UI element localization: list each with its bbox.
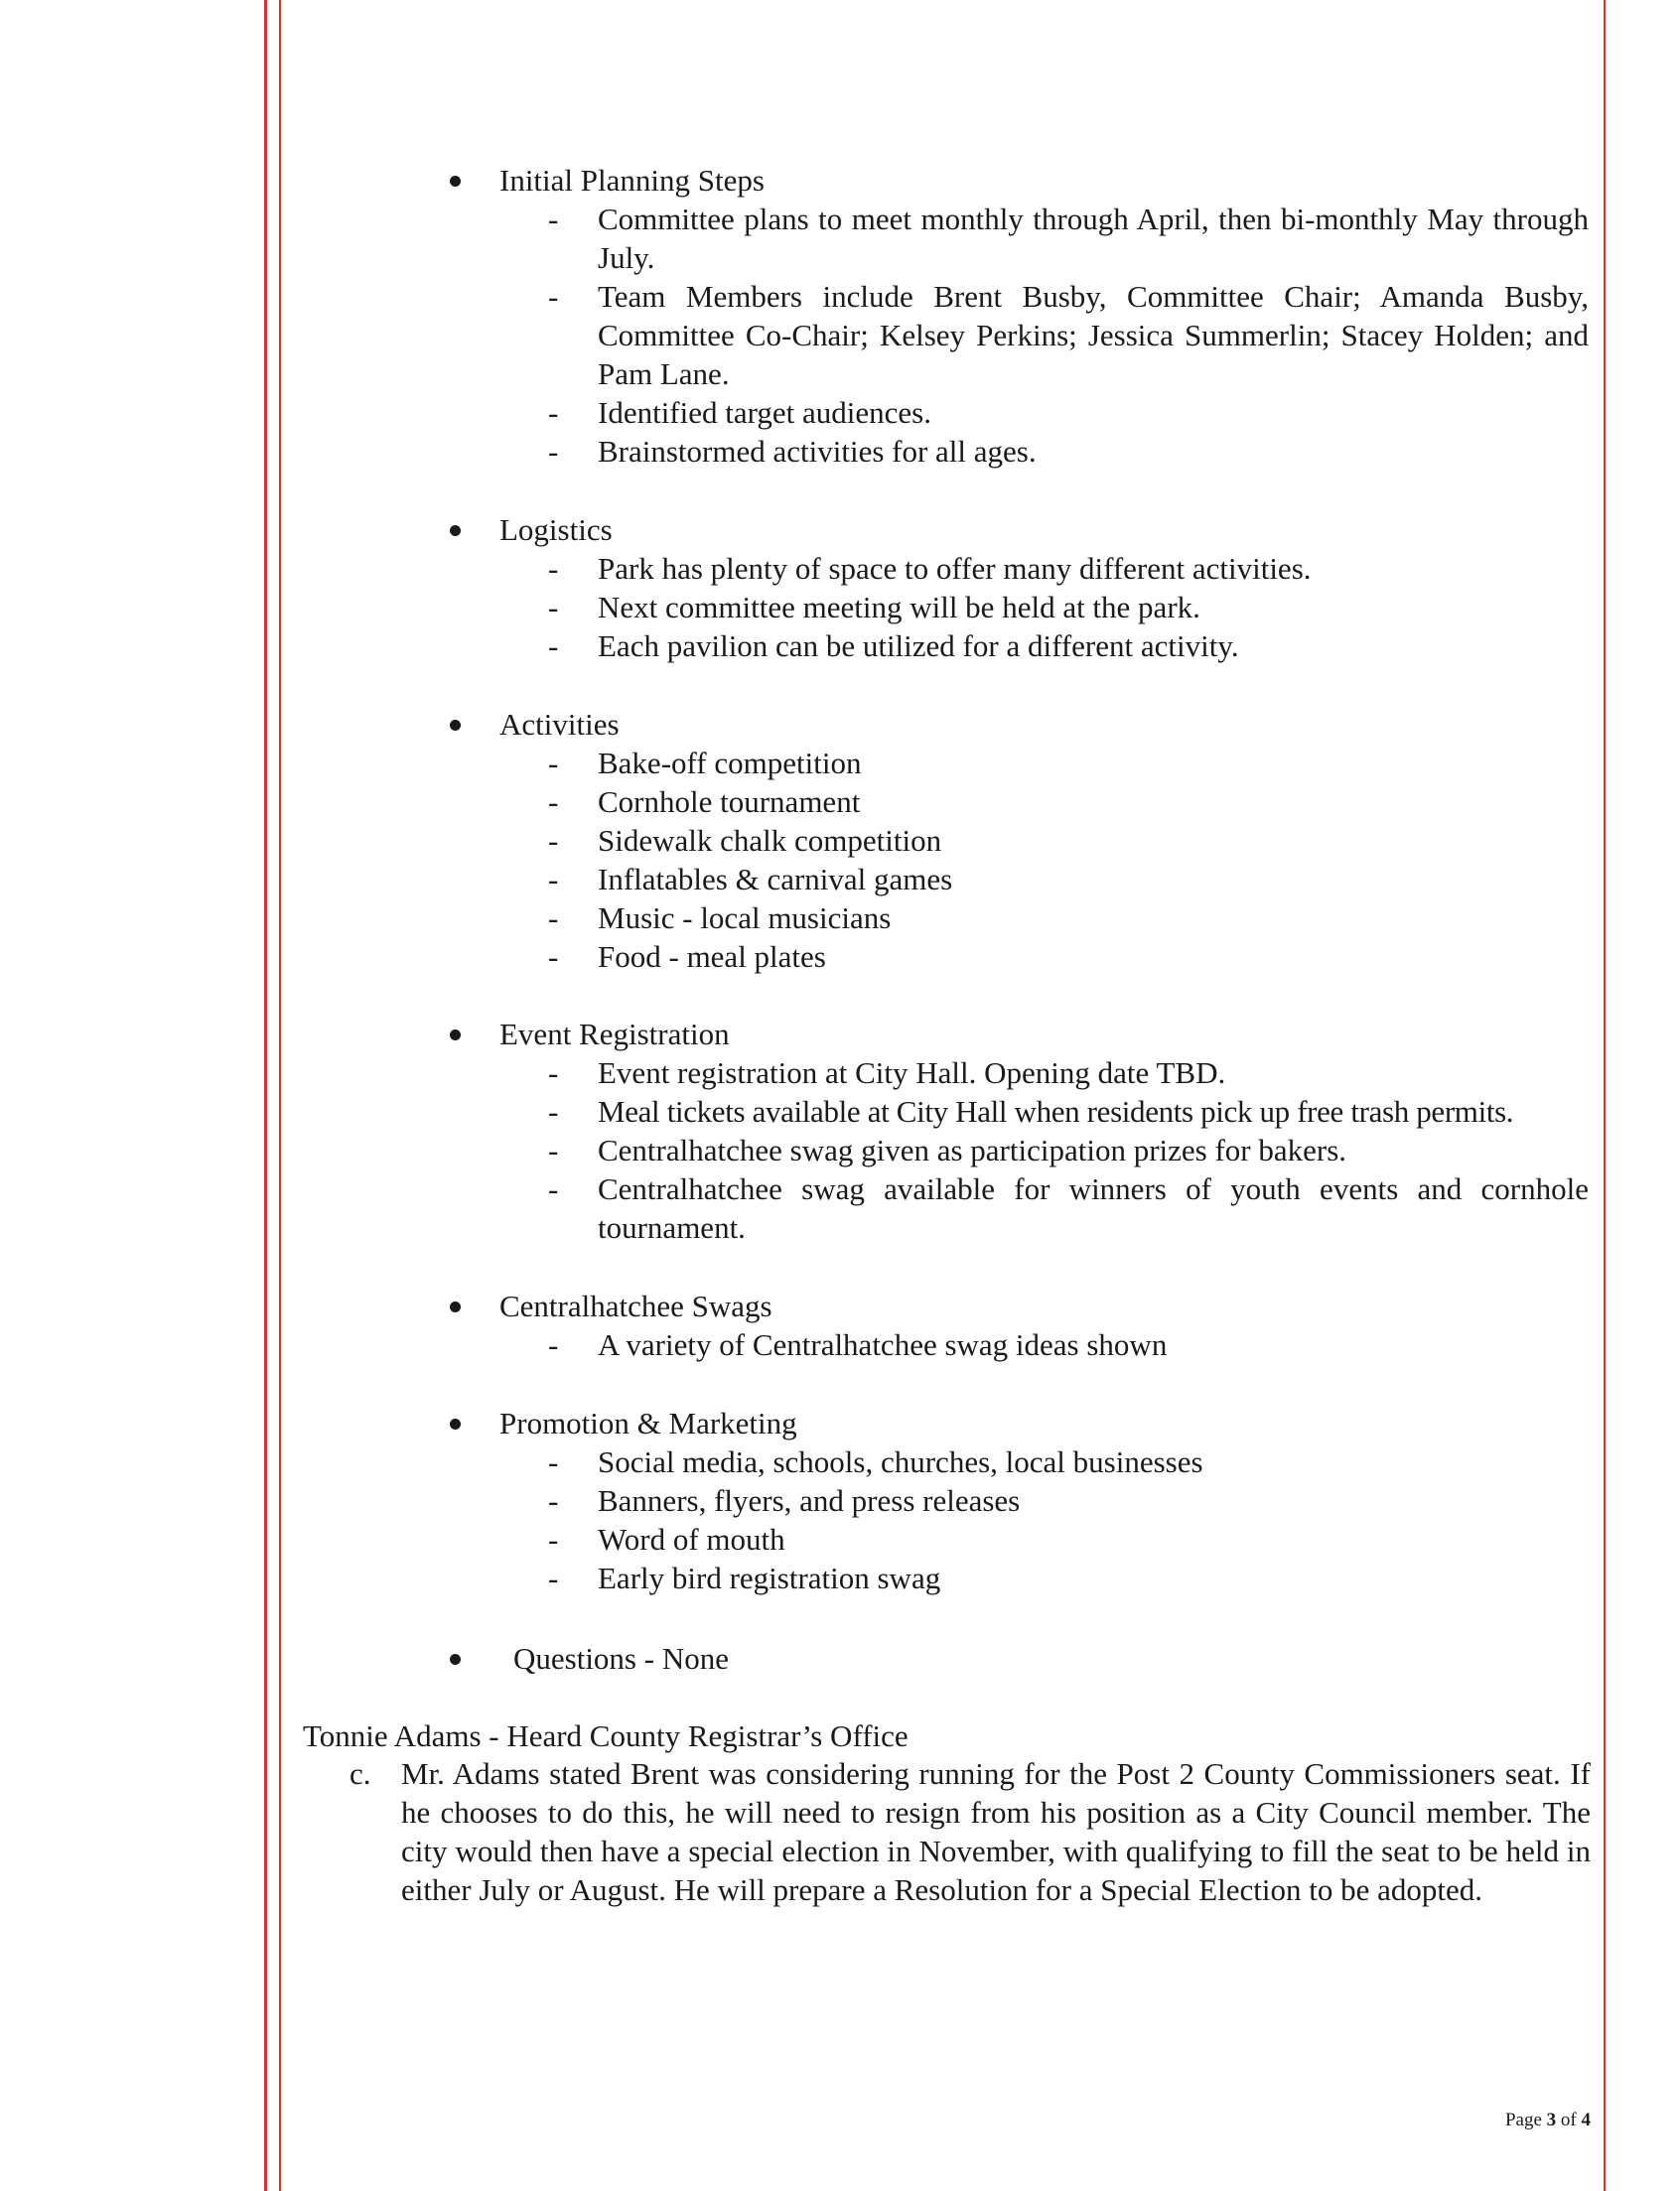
- list-item: - Meal tickets available at City Hall when residents pick up free trash permits.: [548, 1094, 1514, 1129]
- section-title: Event Registration: [499, 1017, 730, 1051]
- section-title: Questions - None: [513, 1641, 729, 1676]
- bullet-icon: [450, 1301, 461, 1312]
- list-item: - Centralhatchee swag given as participation prizes for bakers.: [548, 1133, 1347, 1167]
- list-item: - Identified target audiences.: [548, 395, 931, 430]
- section-title: Activities: [499, 707, 620, 742]
- list-item: - Event registration at City Hall. Opening date TBD.: [548, 1055, 1226, 1090]
- bullet-icon: [450, 720, 461, 731]
- left-margin-line-inner: [279, 0, 281, 2191]
- list-item: - A variety of Centralhatchee swag ideas shown: [548, 1327, 1168, 1362]
- list-item: - Next committee meeting will be held at the park.: [548, 590, 1200, 624]
- bullet-icon: [450, 1029, 461, 1040]
- list-item: - Banners, flyers, and press releases: [548, 1483, 1021, 1518]
- list-item: - Each pavilion can be utilized for a different activity.: [548, 628, 1239, 663]
- section-title: Initial Planning Steps: [499, 163, 765, 198]
- bullet-icon: [450, 1654, 461, 1665]
- section-title: Promotion & Marketing: [499, 1406, 797, 1440]
- page-number: Page 3 of 4: [1504, 2110, 1591, 2130]
- list-item: - Team Members include Brent Busby, Committee Chair; Amanda Busby, Committee Co-Chair; Kelsey Perkins; Jessica Summerlin; Stacey Holden; and Pam Lane.: [548, 279, 1589, 391]
- bullet-icon: [450, 176, 461, 187]
- list-item: - Brainstormed activities for all ages.: [548, 434, 1037, 469]
- bullet-icon: [450, 1419, 461, 1430]
- list-item: - Word of mouth: [548, 1522, 785, 1557]
- list-item: - Cornhole tournament: [548, 784, 861, 819]
- section-title: Centralhatchee Swags: [499, 1289, 772, 1323]
- left-margin-line: [264, 0, 267, 2191]
- list-item: - Centralhatchee swag available for winners of youth events and cornhole tournament.: [548, 1171, 1589, 1245]
- list-item: - Social media, schools, churches, local businesses: [548, 1444, 1203, 1479]
- bullet-icon: [450, 525, 461, 536]
- right-margin-line: [1604, 0, 1606, 2191]
- list-item: - Bake-off competition: [548, 746, 862, 780]
- speaker-heading: Tonnie Adams - Heard County Registrar’s Office: [303, 1718, 909, 1753]
- list-item: - Music - local musicians: [548, 900, 892, 935]
- list-item: - Park has plenty of space to offer many different activities.: [548, 551, 1312, 586]
- list-item: - Food - meal plates: [548, 939, 826, 974]
- list-item: - Sidewalk chalk competition: [548, 823, 942, 858]
- list-item: - Committee plans to meet monthly through April, then bi-monthly May through July.: [548, 202, 1589, 275]
- minutes-paragraph: [350, 1754, 1591, 1909]
- paragraph-text: Mr. Adams stated Brent was considering running for the Post 2 County Commissioners seat. If he chooses to do this, he will need to resign from his position as a City Council member. The city would then have a special election in November, with qualifying to fill the seat to be held in either July or August. He will prepare a Resolution for a Special Election to be adopted.: [401, 1756, 1591, 1907]
- section-title: Logistics: [499, 512, 613, 547]
- paragraph-letter: c.: [350, 1756, 371, 1791]
- list-item: - Inflatables & carnival games: [548, 862, 953, 896]
- list-item: - Early bird registration swag: [548, 1561, 941, 1595]
